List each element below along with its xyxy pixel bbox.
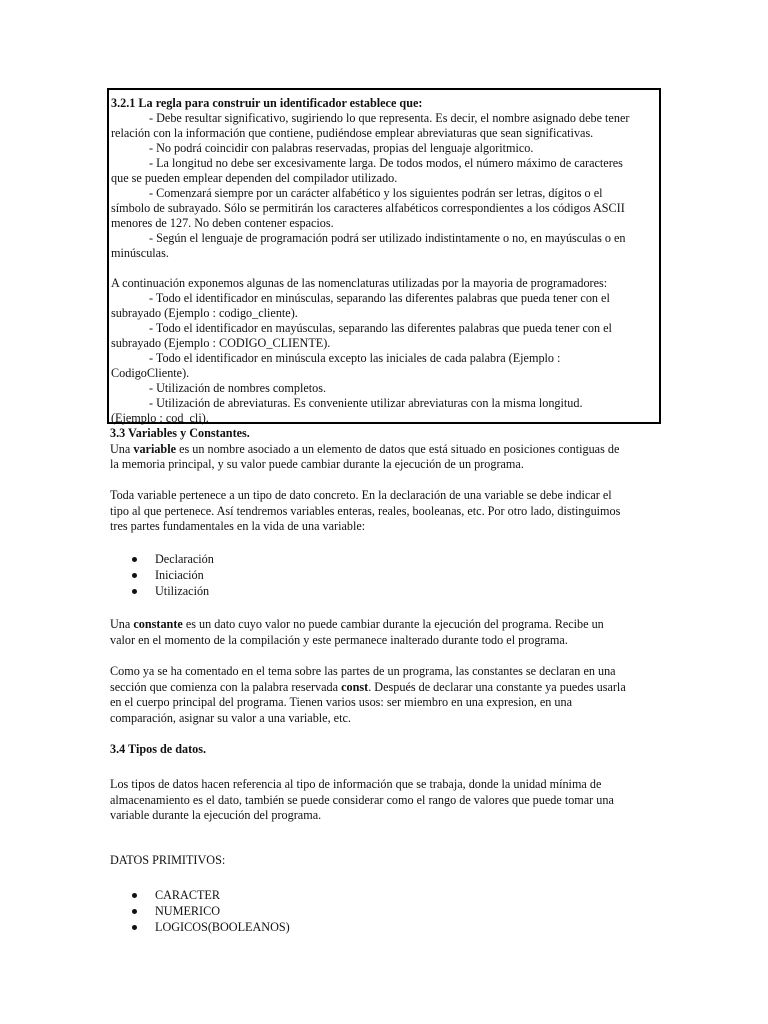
data-types-paragraph <box>110 777 658 824</box>
variable-types-paragraph <box>110 488 658 535</box>
rule-line: - La longitud no debe ser excesivamente larga. De todos modos, el número máximo de caracteres <box>149 156 623 170</box>
paragraph-line: valor en el momento de la compilación y este permanece inalterado durante todo el programa. <box>110 632 568 647</box>
convention-line: - Todo el identificador en minúsculas, separando las diferentes palabras que pueda tener con el <box>149 291 610 305</box>
list-item: Iniciación <box>110 567 658 583</box>
list-item: NUMERICO <box>110 903 658 919</box>
list-item: Utilización <box>110 583 658 599</box>
bullet-icon <box>132 909 137 914</box>
section-heading: 3.3 Variables y Constantes. <box>110 426 250 440</box>
convention-line: - Todo el identificador en minúscula excepto las iniciales de cada palabra (Ejemplo : <box>149 351 561 365</box>
convention-line: subrayado (Ejemplo : codigo_cliente). <box>111 306 298 320</box>
list-item: CARACTER <box>110 887 658 903</box>
paragraph-line: Una constante es un dato cuyo valor no puede cambiar durante la ejecución del programa. Recibe un <box>110 617 604 631</box>
variable-definition-cont: la memoria principal, y su valor puede cambiar durante la ejecución de un programa. <box>110 457 524 471</box>
list-item: Declaración <box>110 551 658 567</box>
rule-line: - Comenzará siempre por un carácter alfabético y los siguientes podrán ser letras, dígitos o el <box>149 186 603 200</box>
rule-line: - Según el lenguaje de programación podrá ser utilizado indistintamente o no, en mayúsculas o en <box>149 231 626 245</box>
paragraph-line: Toda variable pertenece a un tipo de dato concreto. En la declaración de una variable se debe indicar el <box>110 488 612 502</box>
paragraph-line: comparación, asignar su valor a una variable, etc. <box>110 710 351 725</box>
section-3-4 <box>110 742 658 758</box>
term-const: const <box>341 679 369 694</box>
rule-line: menores de 127. No deben contener espacios. <box>111 216 334 230</box>
rule-line: que se pueden emplear dependen del compilador utilizado. <box>111 171 398 185</box>
rule-line: - No podrá coincidir con palabras reservadas, propias del lenguaje algoritmico. <box>149 141 534 155</box>
bullet-icon <box>132 925 137 930</box>
rule-line: - Debe resultar significativo, sugiriendo lo que representa. Es decir, el nombre asignado debe tener <box>149 111 630 125</box>
convention-line: CodigoCliente). <box>111 366 190 380</box>
constant-definition <box>110 617 658 648</box>
rule-line: símbolo de subrayado. Sólo se permitirán los caracteres alfabéticos correspondientes a los códigos ASCII <box>111 201 625 215</box>
variable-parts-list <box>110 551 658 599</box>
rule-line: minúsculas. <box>111 246 169 260</box>
convention-line: - Utilización de nombres completos. <box>149 381 327 395</box>
paragraph-line: Los tipos de datos hacen referencia al tipo de información que se trabaja, donde la unidad mínima de <box>110 777 602 791</box>
bullet-icon <box>132 557 137 562</box>
paragraph-line: almacenamiento es el dato, también se puede considerar como el rango de valores que puede tomar una <box>110 792 614 807</box>
paragraph-line: tipo al que pertenece. Así tendremos variables enteras, reales, booleanas, etc. Por otro lado, distinguimos <box>110 503 621 518</box>
convention-line: subrayado (Ejemplo : CODIGO_CLIENTE). <box>111 336 331 350</box>
primitive-types-list <box>110 887 658 935</box>
convention-line: - Utilización de abreviaturas. Es conveniente utilizar abreviaturas con la misma longitud. <box>149 396 583 410</box>
variable-definition: Una variable es un nombre asociado a un elemento de datos que está situado en posiciones contiguas de <box>110 441 620 456</box>
term-constante: constante <box>133 617 183 631</box>
convention-line: (Ejemplo : cod_cli). <box>111 411 209 425</box>
section-heading: 3.4 Tipos de datos. <box>110 742 207 756</box>
list-item: LOGICOS(BOOLEANOS) <box>110 919 658 935</box>
bullet-icon <box>132 893 137 898</box>
constant-usage-paragraph <box>110 664 658 726</box>
bullet-icon <box>132 573 137 578</box>
paragraph-line: tres partes fundamentales en la vida de una variable: <box>110 519 366 533</box>
primitive-types-label: DATOS PRIMITIVOS: <box>110 853 226 867</box>
primitive-types-label-block <box>110 853 658 869</box>
section-3-3 <box>110 426 658 473</box>
paragraph-line: en el cuerpo principal del programa. Tienen varios usos: ser miembro en una expresion, en una <box>110 695 572 709</box>
term-variable: variable <box>133 441 177 456</box>
conventions-intro: A continuación exponemos algunas de las nomenclaturas utilizadas por la mayoria de programadores: <box>111 276 608 290</box>
convention-line: - Todo el identificador en mayúsculas, separando las diferentes palabras que pueda tener con el <box>149 321 612 335</box>
rules-box-title: 3.2.1 La regla para construir un identificador establece que: <box>111 96 423 110</box>
identifier-rules-box <box>107 88 661 424</box>
bullet-icon <box>132 589 137 594</box>
paragraph-line: Como ya se ha comentado en el tema sobre las partes de un programa, las constantes se declaran en una <box>110 664 616 678</box>
paragraph-line: variable durante la ejecución del programa. <box>110 808 322 822</box>
rule-line: relación con la información que contiene, pudiéndose emplear abreviaturas que sean significativas. <box>111 126 594 140</box>
paragraph-line: sección que comienza con la palabra reservada const. Después de declarar una constante ya puedes usarla <box>110 679 626 694</box>
